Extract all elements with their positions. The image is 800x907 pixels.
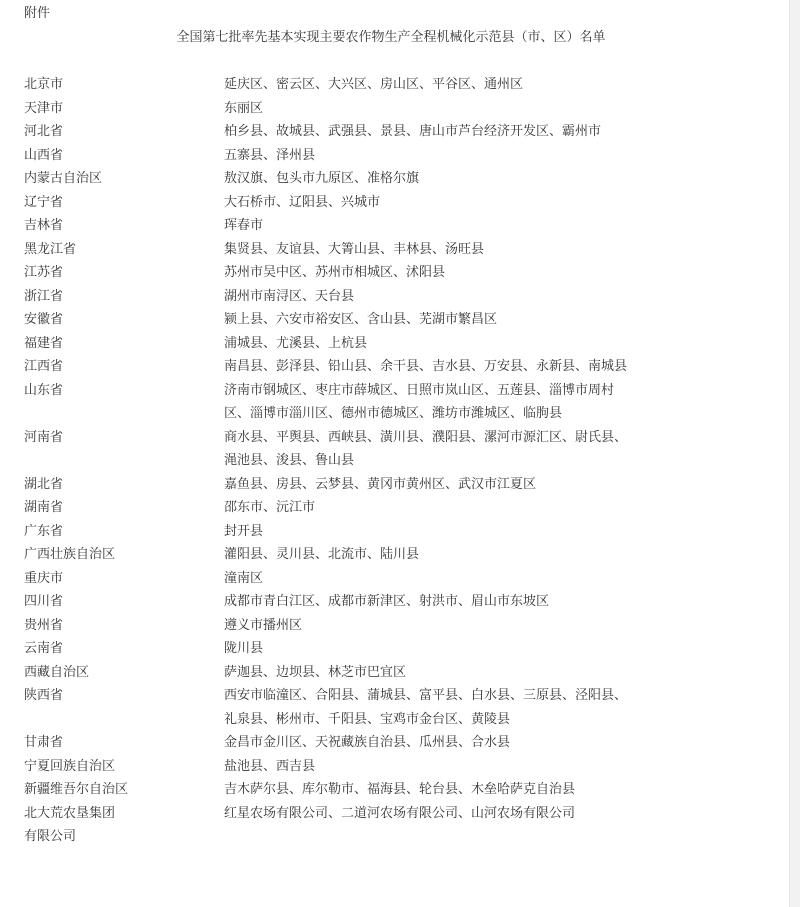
region-name: 甘肃省: [24, 735, 64, 750]
region-name: 江西省: [24, 359, 64, 374]
county-names: 敖汉旗、包头市九原区、准格尔旗: [224, 171, 420, 186]
list-item: [24, 97, 644, 121]
list-item: [24, 567, 644, 591]
list-item: [24, 332, 644, 356]
county-names: 萨迦县、边坝县、林芝市巴宜区: [224, 664, 407, 680]
county-names: 遵义市播州区: [224, 617, 303, 633]
county-names: 济南市钢城区、枣庄市薛城区、日照市岚山区、五莲县、淄博市周村区、淄博市淄川区、德州市德城区、潍坊市潍城区、临朐县: [224, 382, 615, 421]
county-names: 灌阳县、灵川县、北流市、陆川县: [224, 547, 420, 562]
region-name: 广西壮族自治区: [24, 547, 116, 562]
county-names: 潼南区: [224, 570, 264, 586]
region-name: 宁夏回族自治区: [24, 758, 116, 774]
county-names: 东丽区: [224, 100, 264, 116]
list-item: [24, 520, 644, 544]
vertical-scrollbar[interactable]: [789, 0, 800, 907]
county-names: 红星农场有限公司、二道河农场有限公司、山河农场有限公司: [224, 805, 576, 821]
list-item: [24, 496, 644, 520]
list-item: [24, 684, 644, 731]
county-names: 成都市青白江区、成都市新津区、射洪市、眉山市东坡区: [224, 594, 550, 609]
region-name: 天津市: [24, 100, 64, 116]
list-item: [24, 731, 644, 755]
region-name: 云南省: [24, 641, 64, 656]
region-name: 北大荒农垦集团有限公司: [24, 805, 116, 844]
list-item: [24, 637, 644, 661]
list-item: [24, 802, 644, 849]
list-item: [24, 543, 644, 567]
region-name: 湖南省: [24, 500, 64, 515]
region-name: 陕西省: [24, 688, 64, 703]
list-item: [24, 144, 644, 168]
list-item: [24, 755, 644, 779]
county-names: 吉木萨尔县、库尔勒市、福海县、轮台县、木垒哈萨克自治县: [224, 782, 576, 797]
county-names: 珲春市: [224, 218, 264, 233]
list-item: [24, 355, 644, 379]
county-names: 大石桥市、辽阳县、兴城市: [224, 194, 381, 210]
list-item: [24, 238, 644, 262]
region-name: 浙江省: [24, 288, 64, 304]
list-item: [24, 778, 644, 802]
county-names: 商水县、平舆县、西峡县、潢川县、濮阳县、漯河市源汇区、尉氏县、渑池县、浚县、鲁山县: [224, 429, 628, 468]
region-name: 福建省: [24, 335, 64, 351]
county-names: 颍上县、六安市裕安区、含山县、芜湖市繁昌区: [224, 312, 498, 327]
region-name: 河南省: [24, 429, 64, 445]
county-names: 邵东市、沅江市: [224, 500, 316, 515]
county-names: 陇川县: [224, 641, 264, 656]
region-name: 广东省: [24, 523, 64, 539]
county-names: 西安市临潼区、合阳县、蒲城县、富平县、白水县、三原县、泾阳县、礼泉县、彬州市、千阳县、宝鸡市金台区、黄陵县: [224, 688, 628, 727]
region-name: 北京市: [24, 77, 64, 92]
list-item: [24, 120, 644, 144]
list-item: [24, 214, 644, 238]
county-names: 延庆区、密云区、大兴区、房山区、平谷区、通州区: [224, 77, 524, 92]
region-name: 湖北省: [24, 476, 64, 492]
county-names: 集贤县、友谊县、大箐山县、丰林县、汤旺县: [224, 241, 485, 257]
county-names: 浦城县、尤溪县、上杭县: [224, 335, 368, 351]
county-names: 柏乡县、故城县、武强县、景县、唐山市芦台经济开发区、霸州市: [224, 124, 602, 139]
region-name: 安徽省: [24, 312, 64, 327]
document-title: 全国第七批率先基本实现主要农作物生产全程机械化示范县（市、区）名单: [176, 30, 606, 45]
list-item: [24, 167, 644, 191]
list-item: [24, 191, 644, 215]
list-item: [24, 308, 644, 332]
county-names: 封开县: [224, 523, 264, 539]
region-name: 吉林省: [24, 218, 64, 233]
county-names: 金昌市金川区、天祝藏族自治县、瓜州县、合水县: [224, 735, 511, 750]
list-item: [24, 73, 644, 97]
region-name: 内蒙古自治区: [24, 171, 103, 186]
region-name: 河北省: [24, 124, 64, 139]
region-name: 山东省: [24, 382, 64, 398]
county-names: 南昌县、彭泽县、铅山县、余干县、吉水县、万安县、永新县、南城县: [224, 359, 628, 374]
region-name: 四川省: [24, 594, 64, 609]
list-item: [24, 473, 644, 497]
county-names: 苏州市吴中区、苏州市相城区、沭阳县: [224, 265, 446, 280]
list-item: [24, 285, 644, 309]
list-item: [24, 614, 644, 638]
list-item: [24, 661, 644, 685]
county-names: 嘉鱼县、房县、云梦县、黄冈市黄州区、武汉市江夏区: [224, 476, 537, 492]
county-list: [24, 73, 644, 849]
region-name: 山西省: [24, 147, 64, 163]
region-name: 黑龙江省: [24, 241, 77, 257]
county-names: 湖州市南浔区、天台县: [224, 288, 355, 304]
attachment-label: 附件: [24, 6, 51, 21]
region-name: 江苏省: [24, 265, 64, 280]
county-names: 盐池县、西吉县: [224, 758, 316, 774]
region-name: 西藏自治区: [24, 664, 90, 680]
list-item: [24, 261, 644, 285]
list-item: [24, 590, 644, 614]
region-name: 贵州省: [24, 617, 64, 633]
region-name: 新疆维吾尔自治区: [24, 782, 129, 797]
list-item: [24, 426, 644, 473]
region-name: 辽宁省: [24, 194, 64, 210]
region-name: 重庆市: [24, 570, 64, 586]
list-item: [24, 379, 644, 426]
county-names: 五寨县、泽州县: [224, 147, 316, 163]
